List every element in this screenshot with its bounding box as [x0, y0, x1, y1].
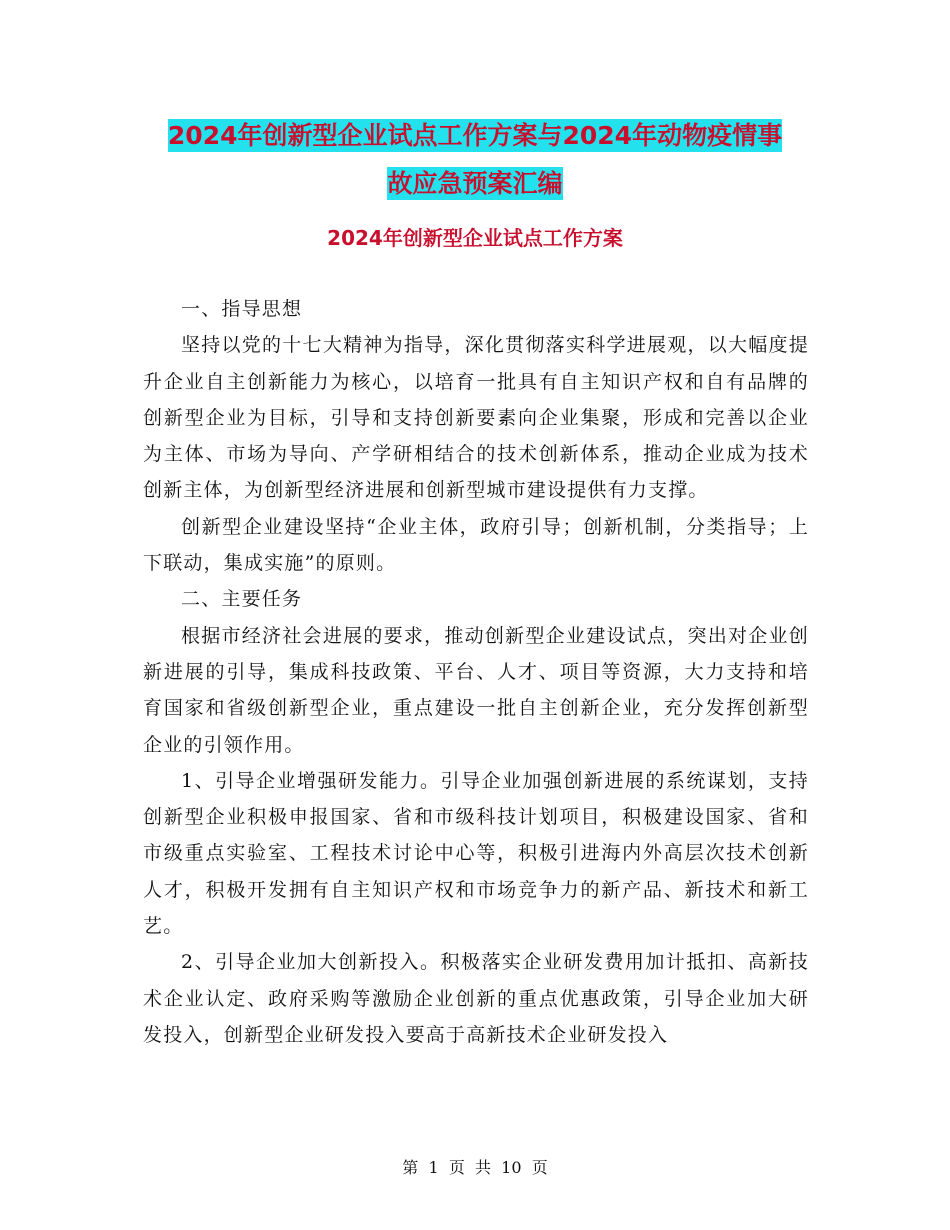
heading-guiding-ideology: 一、指导思想 — [181, 298, 303, 320]
document-body — [143, 291, 809, 1053]
paragraph-main-tasks: 根据市经济社会进展的要求，推动创新型企业建设试点，突出对企业创新进展的引导，集成科技政策、平台、人才、项目等资源，大力支持和培育国家和省级创新型企业，重点建设一批自主创新企业，充分发挥创新型企业的引领作用。 — [143, 624, 809, 756]
document-title — [140, 112, 810, 208]
page-footer: 第 1 页 共 10 页 — [402, 1158, 548, 1177]
paragraph-guiding-ideology: 坚持以党的十七大精神为指导，深化贯彻落实科学进展观，以大幅度提升企业自主创新能力为核心，以培育一批具有自主知识产权和自有品牌的创新型企业为目标，引导和支持创新要素向企业集聚，形成和完善以企业为主体、市场为导向、产学研相结合的技术创新体系，推动企业成为技术创新主体，为创新型经济进展和创新型城市建设提供有力支撑。 — [143, 334, 809, 502]
paragraph-task-1: 1、引导企业增强研发能力。引导企业加强创新进展的系统谋划，支持创新型企业积极申报国家、省和市级科技计划项目，积极建设国家、省和市级重点实验室、工程技术讨论中心等，积极引进海内外高层次技术创新人才，积极开发拥有自主知识产权和市场竞争力的新产品、新技术和新工艺。 — [143, 769, 809, 938]
heading-main-tasks: 二、主要任务 — [181, 588, 303, 611]
section-title: 2024年创新型企业试点工作方案 — [327, 226, 623, 250]
title-line-1: 2024年创新型企业试点工作方案与2024年动物疫情事 — [167, 121, 783, 150]
paragraph-task-2: 2、引导企业加大创新投入。积极落实企业研发费用加计抵扣、高新技术企业认定、政府采购等激励企业创新的重点优惠政策，引导企业加大研发投入，创新型企业研发投入要高于高新技术企业研发投入 — [143, 951, 809, 1046]
paragraph-principles: 创新型企业建设坚持“企业主体，政府引导；创新机制，分类指导；上下联动，集成实施”的原则。 — [143, 515, 809, 575]
title-line-2: 故应急预案汇编 — [387, 169, 563, 198]
